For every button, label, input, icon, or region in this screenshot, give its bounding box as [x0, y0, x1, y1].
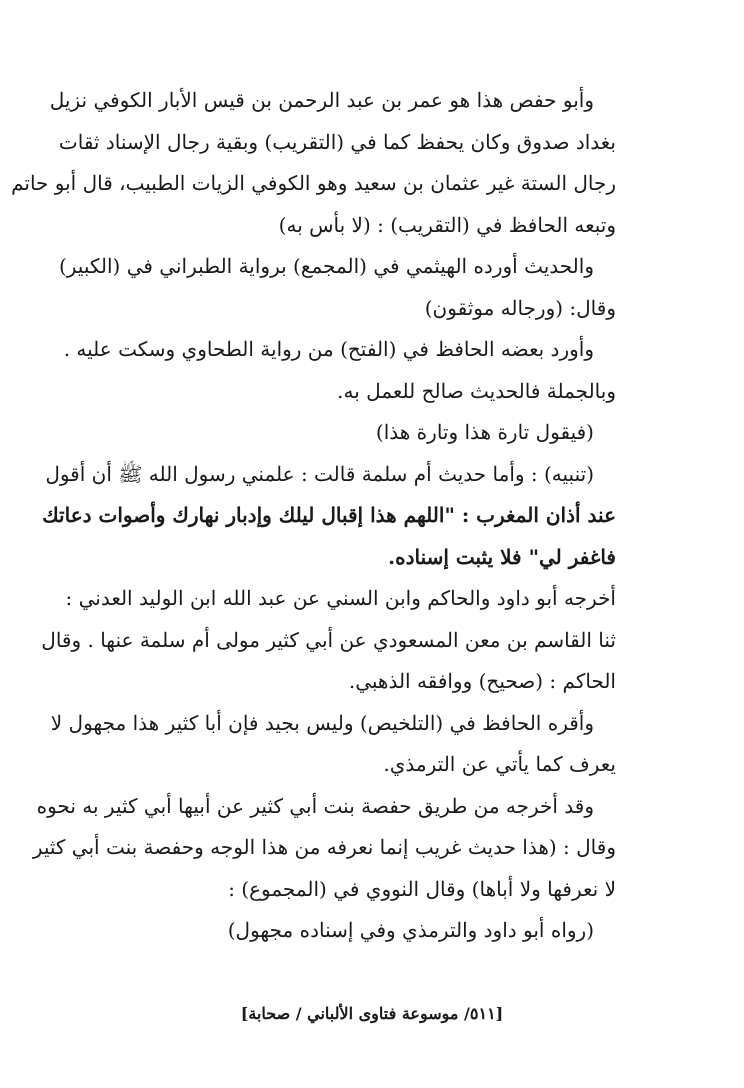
text-line: عند أذان المغرب : "اللهم هذا إقبال ليلك وإدبار نهارك وأصوات دعاتك — [42, 503, 616, 527]
page-footer: [٥١١/ موسوعة فتاوى الألباني / صحابة] — [240, 1004, 504, 1023]
text-line: (رواه أبو داود والترمذي وفي إسناده مجهول) — [227, 918, 594, 942]
text-line: وقد أخرجه من طريق حفصة بنت أبي كثير عن أبيها أبي كثير به نحوه — [36, 793, 594, 818]
text-line: فاغفر لي" فلا يثبت إسناده. — [388, 544, 616, 569]
text-line: الحاكم : (صحيح) ووافقه الذهبي. — [348, 669, 616, 693]
text-line: أخرجه أبو داود والحاكم وابن السني عن عبد الله ابن الوليد العدني : — [65, 586, 616, 610]
text-line: وأورد بعضه الحافظ في (الفتح) من رواية الطحاوي وسكت عليه . — [63, 337, 594, 361]
text-line: (فيقول تارة هذا وتارة هذا) — [375, 420, 594, 444]
text-line: وقال : (هذا حديث غريب إنما نعرفه من هذا الوجه وحفصة بنت أبي كثير — [32, 835, 616, 859]
text-line: رجال الستة غير عثمان بن سعيد وهو الكوفي الزيات الطبيب، قال أبو حاتم — [11, 171, 616, 195]
text-line: لا نعرفها ولا أباها) وقال النووي في (المجموع) : — [228, 876, 616, 901]
text-line: يعرف كما يأتي عن الترمذي. — [383, 752, 616, 776]
text-line: ثنا القاسم بن معن المسعودي عن أبي كثير مولى أم سلمة عنها . وقال — [41, 627, 616, 652]
text-line: والحديث أورده الهيثمي في (المجمع) برواية الطبراني في (الكبير) — [58, 254, 594, 278]
body-text — [11, 80, 616, 952]
text-line: بغداد صدوق وكان يحفظ كما في (التقريب) وبقية رجال الإسناد ثقات — [58, 129, 616, 154]
text-line: وبالجملة فالحديث صالح للعمل به. — [337, 378, 616, 403]
text-line: وأبو حفص هذا هو عمر بن عبد الرحمن بن قيس الأبار الكوفي نزيل — [49, 88, 594, 112]
text-line: وتبعه الحافظ في (التقريب) : (لا بأس به) — [278, 212, 616, 237]
text-line: وأقره الحافظ في (التلخيص) وليس بجيد فإن أبا كثير هذا مجهول لا — [50, 710, 594, 735]
text-line: وقال: (ورجاله موثقون) — [424, 295, 616, 320]
text-line: (تنبيه) : وأما حديث أم سلمة قالت : علمني رسول الله ﷺ أن أقول — [45, 461, 594, 486]
